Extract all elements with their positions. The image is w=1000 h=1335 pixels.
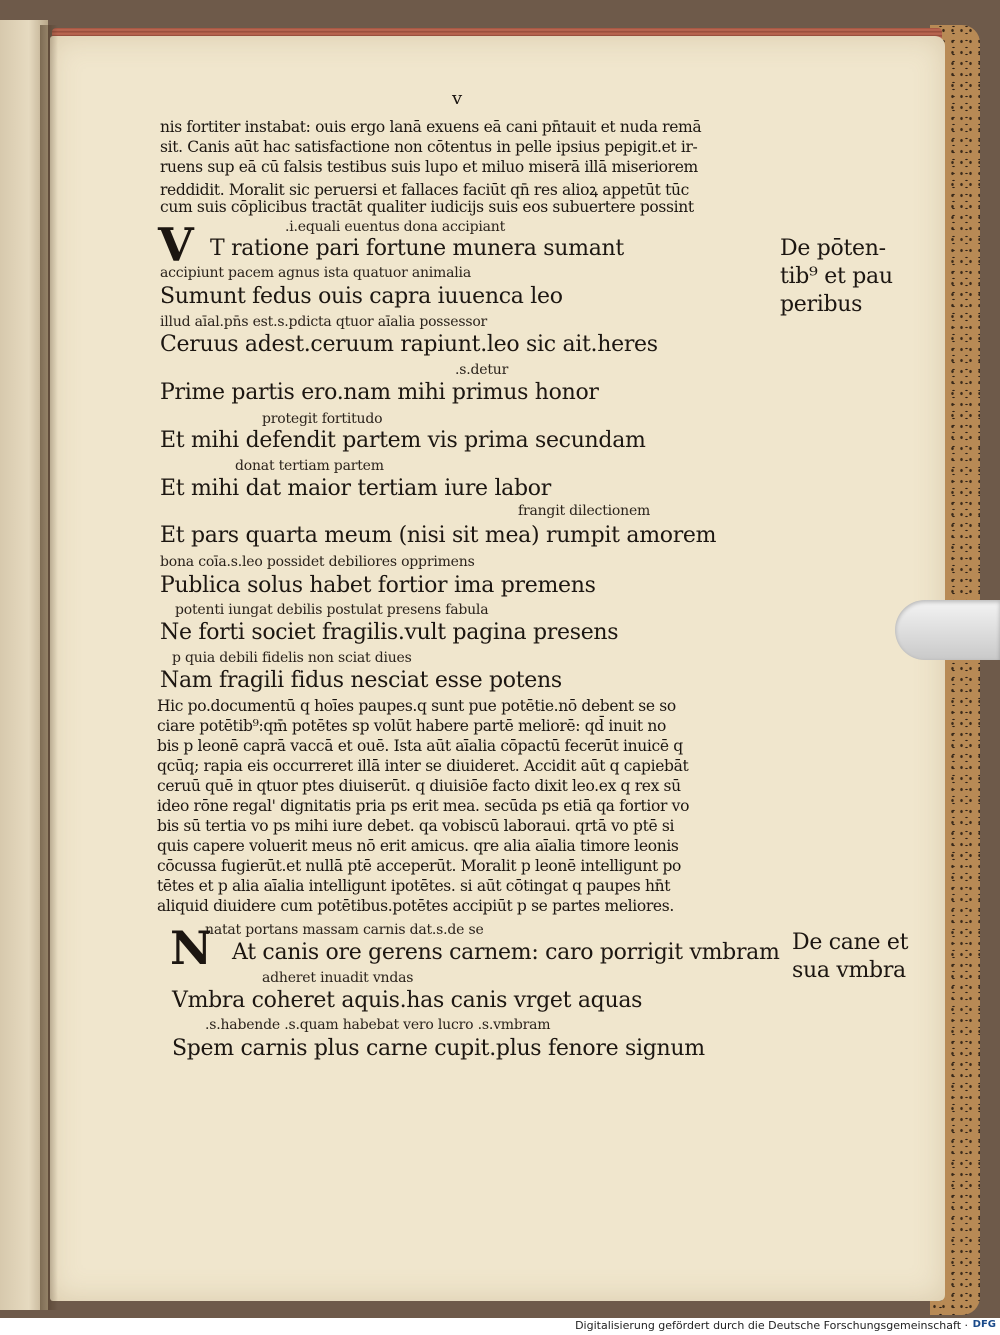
page-clip: [895, 600, 1000, 660]
gloss-line: natat portans massam carnis dat.s.de se: [205, 922, 484, 938]
gloss-line: .s.habende .s.quam habebat vero lucro .s.vmbram: [205, 1017, 551, 1033]
margin-heading: De cane et: [792, 930, 909, 955]
binding-shadow: [40, 25, 58, 1310]
prose-line: aliquid diuidere cum potētibus.potētes accipiūt p se partes meliores.: [157, 897, 674, 915]
verse-line: Prime partis ero.nam mihi primus honor: [160, 380, 599, 405]
prose-line: bis sū tertia vo ps mihi iure debet. qa vobiscū laboraui. qrtā vo ptē si: [157, 817, 675, 835]
gloss-line: frangit dilectionem: [518, 503, 651, 519]
gloss-line: .s.detur: [455, 362, 509, 378]
gloss-line: .i.equali euentus dona accipiant: [285, 219, 506, 235]
dfg-logo: DFG: [972, 1319, 996, 1330]
prose-line: ceruū quē in qtuor ptes diuiserūt. q diuisiōe facto dixit leo.ex q rex sū: [157, 777, 681, 795]
verse-line: Nam fragili fidus nesciat esse potens: [160, 668, 562, 693]
prose-line: Hic po.documentū q hoīes paupes.q sunt pue potētie.nō debent se so: [157, 697, 676, 715]
margin-heading: sua vmbra: [792, 958, 906, 983]
margin-heading: De pōten-: [780, 236, 886, 261]
verse-line: Et mihi defendit partem vis prima secundam: [160, 428, 646, 453]
verse-line: Ceruus adest.ceruum rapiunt.leo sic ait.heres: [160, 332, 658, 357]
gloss-line: illud aīal.pn̄s est.s.pdicta qtuor aīalia possessor: [160, 314, 488, 330]
decorated-initial: N: [170, 921, 213, 975]
gloss-line: protegit fortitudo: [262, 411, 383, 427]
verse-line: At canis ore gerens carnem: caro porrigit vmbram: [232, 940, 780, 965]
prose-line: reddidit. Moralit sic peruersi et fallaces faciūt qn̄ res alioꝝ appetūt tūc: [160, 181, 689, 199]
gloss-line: potenti iungat debilis postulat presens fabula: [175, 602, 489, 618]
gloss-line: donat tertiam partem: [235, 458, 384, 474]
verse-line: Publica solus habet fortior ima premens: [160, 573, 596, 598]
verse-line: Ne forti societ fragilis.vult pagina presens: [160, 620, 619, 645]
decorated-initial: V: [158, 218, 194, 272]
margin-heading: peribus: [780, 292, 863, 317]
margin-heading: tib⁹ et pau: [780, 264, 893, 289]
prose-line: cōcussa fugierūt.et nullā ptē acceperūt. Moralit p leonē intelligunt po: [157, 857, 682, 875]
gloss-line: accipiunt pacem agnus ista quatuor animalia: [160, 265, 471, 281]
verse-line: Et pars quarta meum (nisi sit mea) rumpit amorem: [160, 523, 717, 548]
gloss-line: p quia debili fidelis non sciat diues: [172, 650, 412, 666]
verse-line: Sumunt fedus ouis capra iuuenca leo: [160, 284, 563, 309]
gloss-line: bona coīa.s.leo possidet debiliores opprimens: [160, 554, 475, 570]
prose-line: bis p leonē caprā vaccā et ouē. Ista aūt aīalia cōpactū fecerūt inuicē q: [157, 737, 683, 755]
prose-line: qcūq; rapia eis occurreret illā inter se diuideret. Accidit aūt q capiebāt: [157, 757, 689, 775]
verse-line: Spem carnis plus carne cupit.plus fenore signum: [172, 1036, 705, 1061]
prose-line: ruens sup eā cū falsis testibus suis lupo et miluo miserā illā miseriorem: [160, 158, 698, 176]
verse-line: T ratione pari fortune munera sumant: [210, 236, 624, 261]
footer-credit: Digitalisierung gefördert durch die Deutsche Forschungsgemeinschaft ·: [575, 1319, 968, 1332]
gloss-line: adheret inuadit vndas: [262, 970, 414, 986]
verse-line: Et mihi dat maior tertiam iure labor: [160, 476, 551, 501]
prose-line: ideo rōne regal' dignitatis pria ps erit mea. secūda ps etiā qa fortior vo: [157, 797, 690, 815]
verse-line: Vmbra coheret aquis.has canis vrget aquas: [172, 988, 643, 1013]
prose-line: quis capere voluerit meus nō erit amicus. qre alia aīalia timore leonis: [157, 837, 679, 855]
prose-line: ciare potētib⁹:qm̄ potētes sp volūt habere partē meliorē: qd̄ inuit no: [157, 717, 666, 735]
prose-line: tētes et p alia aīalia intelligunt ipotētes. si aūt cōtingat q paupes hn̄t: [157, 877, 671, 895]
prose-line: cum suis cōplicibus tractāt qualiter iudicijs suis eos subuertere possint: [160, 198, 694, 216]
prose-line: sit. Canis aūt hac satisfactione non cōtentus in pelle ipsius pepigit.et ir-: [160, 138, 698, 156]
prose-line: nis fortiter instabat: ouis ergo lanā exuens eā cani pn̄tauit et nuda remā: [160, 118, 702, 136]
signature-mark: v: [452, 88, 463, 109]
